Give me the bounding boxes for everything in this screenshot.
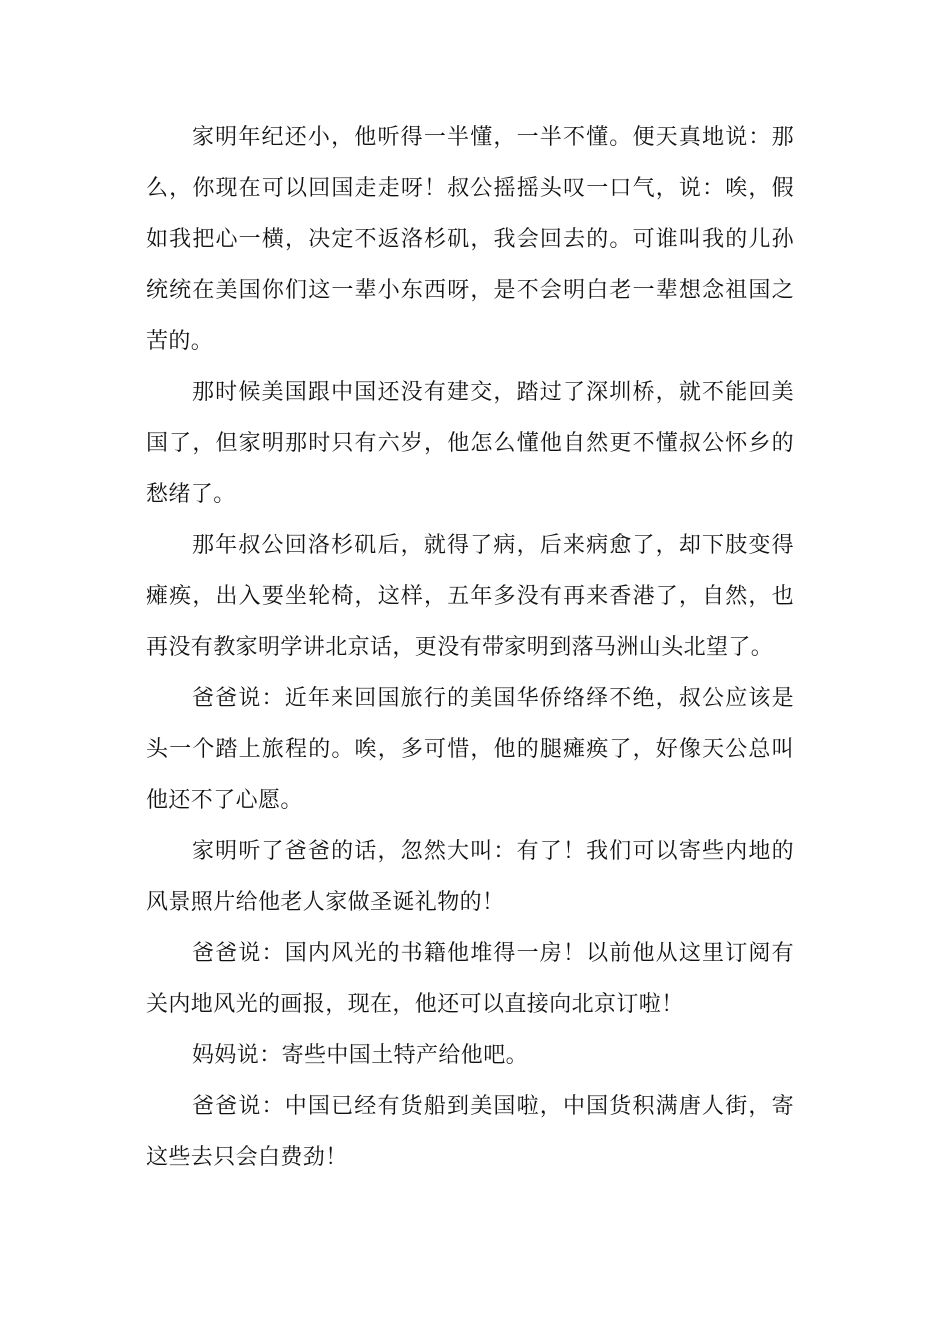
paragraph-2: 那时候美国跟中国还没有建交，踏过了深圳桥，就不能回美国了，但家明那时只有六岁，他怎么懂他自然更不懂叔公怀乡的愁绪了。 [146, 380, 794, 507]
paragraph-3: 那年叔公回洛杉矶后，就得了病，后来病愈了，却下肢变得瘫痪，出入要坐轮椅，这样，五年多没有再来香港了，自然，也再没有教家明学讲北京话，更没有带家明到落马洲山头北望了。 [146, 533, 794, 660]
paragraph-5: 家明听了爸爸的话，忽然大叫：有了！我们可以寄些内地的风景照片给他老人家做圣诞礼物的！ [146, 839, 794, 915]
paragraph-4: 爸爸说：近年来回国旅行的美国华侨络绎不绝，叔公应该是头一个踏上旅程的。唉，多可惜，他的腿瘫痪了，好像天公总叫他还不了心愿。 [146, 686, 794, 813]
paragraph-7: 妈妈说：寄些中国土特产给他吧。 [192, 1043, 529, 1068]
paragraph-8: 爸爸说：中国已经有货船到美国啦，中国货积满唐人街，寄这些去只会白费劲！ [146, 1094, 794, 1170]
paragraph-1: 家明年纪还小，他听得一半懂，一半不懂。便天真地说：那么，你现在可以回国走走呀！叔公摇摇头叹一口气，说：唉，假如我把心一横，决定不返洛杉矶，我会回去的。可谁叫我的儿孙统统在美国你们这一辈小东西呀，是不会明白老一辈想念祖国之苦的。 [146, 125, 794, 354]
paragraph-6: 爸爸说：国内风光的书籍他堆得一房！以前他从这里订阅有关内地风光的画报，现在，他还可以直接向北京订啦！ [146, 941, 794, 1017]
body-text [146, 112, 794, 1183]
